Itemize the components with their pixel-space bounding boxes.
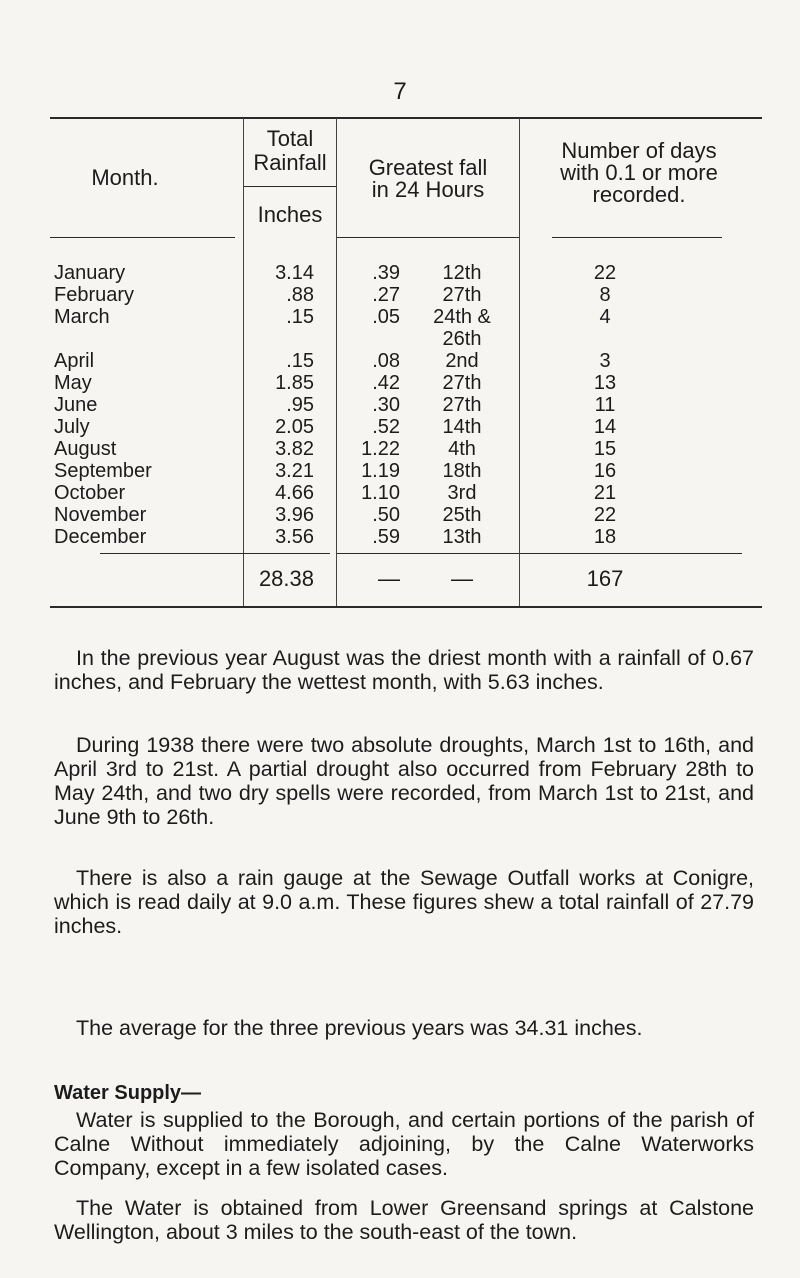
table-row	[0, 416, 800, 438]
month-cell: January	[54, 262, 126, 284]
paragraph-text: In the previous year August was the driest month with a rainfall of 0.67 inches, and February the wettest month, with 5.63 inches.	[54, 646, 754, 694]
table-row	[0, 262, 800, 284]
date-cell: 26th	[442, 328, 482, 350]
date-cell: 18th	[442, 460, 482, 482]
month-cell: May	[54, 372, 92, 394]
paragraph-text: There is also a rain gauge at the Sewage Outfall works at Conigre, which is read daily at 9.0 a.m. These figures shew a total rainfall of 27.79 inches.	[54, 866, 754, 938]
table-bottom-rule	[50, 606, 762, 608]
date-cell: 24th &	[433, 306, 491, 328]
month-cell: November	[54, 504, 147, 526]
paragraph-water-source	[54, 1196, 754, 1244]
greatest-cell: .30	[372, 394, 400, 416]
header-sub-rule	[244, 186, 336, 187]
total-cell: 3.82	[275, 438, 314, 460]
days-cell: 15	[593, 438, 617, 460]
date-cell: 13th	[442, 526, 482, 548]
days-cell: 8	[599, 284, 611, 306]
table-row	[0, 526, 800, 548]
header-bottom-rule	[337, 237, 519, 238]
table-row	[0, 284, 800, 306]
totals-rule	[337, 553, 519, 554]
header-days-line2: with 0.1 or more	[560, 160, 718, 185]
greatest-cell: .42	[372, 372, 400, 394]
month-cell: June	[54, 394, 98, 416]
header-bottom-rule	[552, 237, 722, 238]
header-days-line3: recorded.	[592, 182, 686, 207]
table-top-rule	[50, 117, 762, 119]
table-row	[0, 438, 800, 460]
paragraph-text: The average for the three previous years was 34.31 inches.	[76, 1016, 643, 1040]
days-total: 167	[586, 566, 624, 591]
paragraph-text: The Water is obtained from Lower Greensand springs at Calstone Wellington, about 3 miles to the south-east of the town.	[54, 1196, 754, 1244]
total-cell: .88	[286, 284, 314, 306]
date-cell: 27th	[442, 394, 482, 416]
date-total: —	[451, 566, 473, 591]
table-row-continuation	[0, 328, 800, 350]
totals-rule	[520, 553, 742, 554]
total-cell: 1.85	[275, 372, 314, 394]
section-heading-water-supply: Water Supply—	[54, 1082, 202, 1104]
greatest-cell: 1.10	[361, 482, 400, 504]
total-cell: .15	[286, 306, 314, 328]
date-cell: 12th	[442, 262, 482, 284]
paragraph-average	[54, 1016, 754, 1040]
date-cell: 14th	[442, 416, 482, 438]
days-cell: 21	[593, 482, 617, 504]
days-cell: 18	[593, 526, 617, 548]
paragraph-droughts	[54, 733, 754, 829]
date-cell: 2nd	[445, 350, 479, 372]
greatest-total: —	[378, 566, 400, 591]
table-row	[0, 306, 800, 328]
month-cell: April	[54, 350, 95, 372]
paragraph-rain-gauge	[54, 866, 754, 938]
paragraph-text: During 1938 there were two absolute droughts, March 1st to 16th, and April 3rd to 21st. A partial drought also occurred from February 28th to May 24th, and two dry spells were recorded, from March 1st to 21st, and June 9th to 26th.	[54, 733, 754, 829]
header-total-unit: Inches	[257, 202, 323, 227]
table-row	[0, 350, 800, 372]
table-row	[0, 504, 800, 526]
total-cell: .95	[286, 394, 314, 416]
header-month: Month.	[91, 165, 159, 190]
paragraph-previous-year	[54, 646, 754, 694]
greatest-cell: .39	[372, 262, 400, 284]
greatest-cell: .27	[372, 284, 400, 306]
total-cell: 4.66	[275, 482, 314, 504]
days-cell: 11	[594, 394, 616, 416]
table-row	[0, 372, 800, 394]
table-row	[0, 482, 800, 504]
greatest-cell: .52	[372, 416, 400, 438]
date-cell: 25th	[442, 504, 482, 526]
totals-row	[0, 568, 800, 590]
greatest-cell: .08	[372, 350, 400, 372]
days-cell: 14	[593, 416, 617, 438]
month-cell: September	[54, 460, 152, 482]
days-cell: 16	[593, 460, 617, 482]
greatest-cell: .05	[372, 306, 400, 328]
total-cell: 3.14	[275, 262, 314, 284]
header-total-line2: Rainfall	[253, 150, 327, 175]
month-cell: December	[54, 526, 147, 548]
table-row	[0, 394, 800, 416]
greatest-cell: 1.19	[361, 460, 400, 482]
month-cell: August	[54, 438, 117, 460]
date-cell: 4th	[448, 438, 476, 460]
paragraph-text: Water is supplied to the Borough, and certain portions of the parish of Calne Without immediately adjoining, by the Calne Waterworks Company, except in a few isolated cases.	[54, 1108, 754, 1180]
header-days-line1: Number of days	[561, 138, 717, 163]
paragraph-water-supply	[54, 1108, 754, 1180]
total-cell: 3.21	[275, 460, 314, 482]
header-greatest-line2: in 24 Hours	[371, 177, 485, 202]
total-cell: 3.56	[275, 526, 314, 548]
date-cell: 27th	[442, 372, 482, 394]
greatest-cell: .50	[372, 504, 400, 526]
month-cell: February	[54, 284, 135, 306]
month-cell: July	[54, 416, 90, 438]
days-cell: 3	[599, 350, 611, 372]
total-cell: .15	[286, 350, 314, 372]
total-sum: 28.38	[258, 566, 314, 591]
totals-rule	[100, 553, 330, 554]
greatest-cell: .59	[372, 526, 400, 548]
month-cell: March	[54, 306, 110, 328]
header-bottom-rule	[50, 237, 235, 238]
date-cell: 27th	[442, 284, 482, 306]
header-greatest-line1: Greatest fall	[368, 155, 488, 180]
header-total-line1: Total	[266, 126, 314, 151]
days-cell: 22	[593, 262, 617, 284]
date-cell: 3rd	[447, 482, 477, 504]
total-cell: 3.96	[275, 504, 314, 526]
page-number: 7	[393, 78, 407, 105]
days-cell: 4	[599, 306, 611, 328]
days-cell: 13	[593, 372, 617, 394]
month-cell: October	[54, 482, 126, 504]
total-cell: 2.05	[275, 416, 314, 438]
greatest-cell: 1.22	[361, 438, 400, 460]
days-cell: 22	[593, 504, 617, 526]
table-row	[0, 460, 800, 482]
